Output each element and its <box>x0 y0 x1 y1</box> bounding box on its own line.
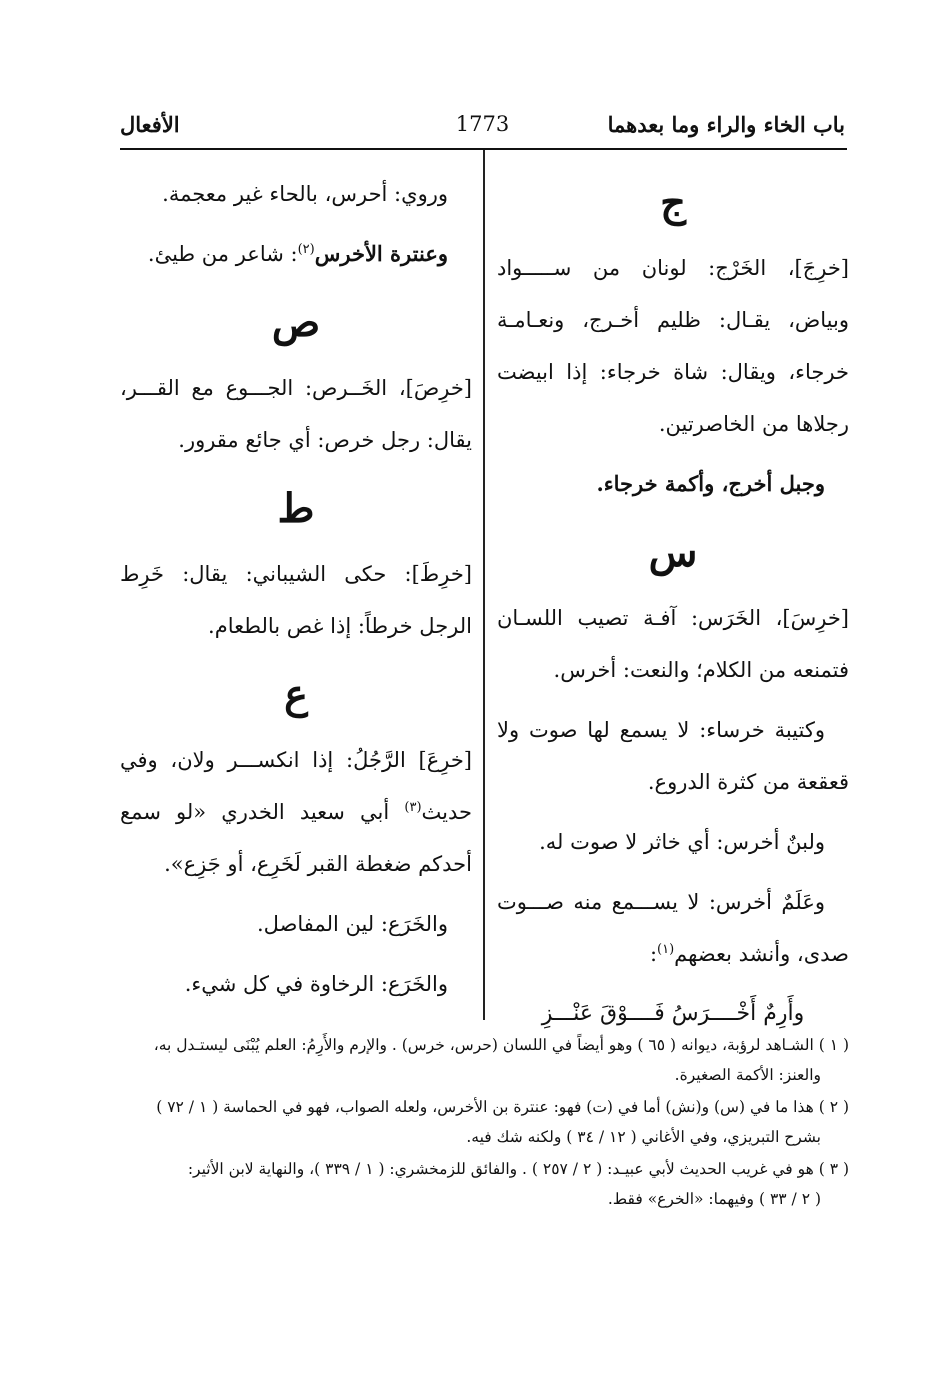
entry-khara-2: والخَرَع: لين المفاصل. <box>257 912 448 936</box>
letter-heading-ayn: ع <box>284 671 308 718</box>
footnote-2-line-1: ( ٢ ) هذا ما في (س) و(نش) أما في (ت) فهو: عنترة بن الأخرس، ولعله الصواب، فهو في الحماسة ( ١ / ٧٢ ) <box>156 1098 849 1116</box>
footnote-2-line-2: بشرح التبريزي، وفي الأغاني ( ١٢ / ٣٤ ) ولكنه شك فيه. <box>466 1128 821 1146</box>
letter-heading-jim: ج <box>660 179 686 226</box>
entry-kharas-3: ولبنٌ أخرس: أي خاثر لا صوت له. <box>539 830 825 854</box>
entry-khara <box>120 734 472 890</box>
footnote-1 <box>99 1030 849 1090</box>
chapter-title: باب الخاء والراء وما بعدهما <box>607 112 845 137</box>
footnote-3 <box>99 1154 849 1214</box>
entry-khart: [خرِطَ]: حكى الشيباني: يقال: خَرِط الرجل خرطاً: إذا غص بالطعام. <box>120 562 472 638</box>
footnote-2 <box>99 1092 849 1152</box>
entry-khars: [خرِصَ]، الخَــرص: الجـــوع مع القـــر، يقال: رجل خرص: أي جائع مقرور. <box>120 376 472 452</box>
entry-khara-3: والخَرَع: الرخاوة في كل شيء. <box>184 972 448 996</box>
letter-heading-sin: س <box>648 529 698 576</box>
entry-kharas: [خرِسَ]، الخَرَس: آفـة تصيب اللسـان فتمنعه من الكلام؛ والنعت: أخرس. <box>497 606 849 682</box>
entry-khara-text-a: [خرِعَ] الرَّجُلُ: إذا انكســـر ولان، وفي حديث <box>120 748 472 824</box>
footnotes <box>99 1030 849 1216</box>
verse-line: وأَرِمٌ أَخْــــرَسُ فَــــوْقَ عَنْـــزِ <box>541 1001 805 1026</box>
page-header <box>120 112 845 146</box>
entry-kharas-4-text: وعَلَمٌ أخرس: لا يســـمع منه صـــوت صدى، وأنشد بعضهم <box>497 890 849 966</box>
entry-kharas-4 <box>497 876 849 980</box>
entry-kharaj-2: وجبل أخرج، وأكمة خرجاء. <box>596 471 825 496</box>
entry-antara <box>120 228 472 280</box>
footnote-3-line-2: ( ٢ / ٣٣ ) وفيهما: «الخرع» فقط. <box>607 1190 821 1208</box>
section-title: الأفعال <box>120 112 180 137</box>
entry-kharas-2: وكتيبة خرساء: لا يسمع لها صوت ولا قعقعة من كثرة الدروع. <box>497 718 849 794</box>
footnote-ref-2[interactable]: (٢) <box>297 242 315 257</box>
letter-heading-ta: ط <box>277 485 315 532</box>
footnote-1-line-1: ( ١ ) الشـاهد لرؤبة، ديوانه ( ٦٥ ) وهو أيضاً في اللسان (حرس، خرس) . والإرم والأَرِمُ: العلم يُبْنَى ليستـدل به، <box>153 1036 849 1054</box>
column-divider <box>483 150 485 1020</box>
footnote-1-line-2: والعنز: الأكمة الصغيرة. <box>674 1066 821 1084</box>
entry-kharas-4-colon: : <box>649 942 658 966</box>
entry-ruwiya: وروي: أحرس، بالحاء غير معجمة. <box>162 182 448 206</box>
left-column <box>120 168 472 1018</box>
footnote-ref-1[interactable]: (١) <box>657 942 675 957</box>
letter-heading-sad: ص <box>271 299 321 346</box>
footnote-ref-3[interactable]: (٣) <box>404 800 422 815</box>
antara-name: وعنترة الأخرس <box>314 241 448 266</box>
antara-desc: : شاعر من طيئ. <box>147 242 298 266</box>
right-column <box>497 168 849 1040</box>
footnote-3-line-1: ( ٣ ) هو في غريب الحديث لأبي عبيـد: ( ٢ / ٢٥٧ ) . والفائق للزمخشري: ( ١ / ٣٣٩ )، والنهاية لابن الأثير: <box>187 1160 849 1178</box>
entry-khara-text-b: أبي سعيد الخدري «لو سمع أحدكم ضغطة القبر لَخَرِع، أو جَزِع». <box>120 800 472 876</box>
entry-kharaj: [خرِجَ]، الخَرْج: لونان من ســـــواد وبياض، يقـال: ظليم أخـرج، ونعـامـة خرجاء، ويقال: شاة خرجاء: إذا ابيضت رجلاها من الخاصرتين. <box>497 256 849 436</box>
page-number: 1773 <box>455 112 510 136</box>
